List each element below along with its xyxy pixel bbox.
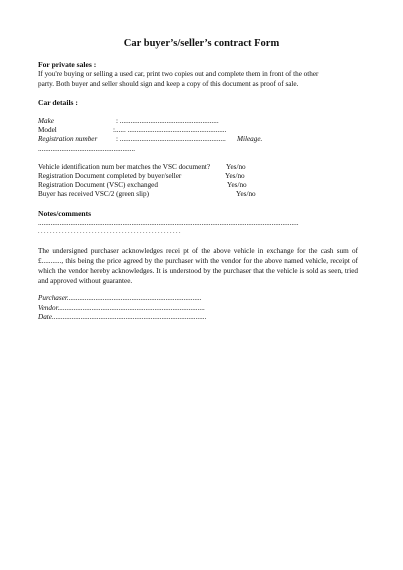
notes-line-2[interactable]: . . . . . . . . . . . . . . . . . . . . . . . . . . . . . . . . . . . . . . . . . . . . . . . . <box>38 229 181 235</box>
acknowledgement-paragraph: The undersigned purchaser acknowledges recei pt of the above vehicle in exchange for the cash sum of £..........., this being the price agreed by the purchaser with the vendor for the above named vehicle, receipt of which the vendor hereby acknowledges. It is understood by the purchaser that the vehicle is sold as seen, tried and approved without guarantee. <box>38 247 358 285</box>
model-field[interactable]: :...... ....................................................... <box>113 126 227 134</box>
check-green-slip-answer[interactable]: Yes/no <box>236 190 256 198</box>
registration-field[interactable]: : ........................................................... <box>116 135 226 143</box>
check-green-slip-label: Buyer has received VSC/2 (green slip) <box>38 190 150 198</box>
vendor-signature-line[interactable]: Vendor.................................................................................. <box>38 304 205 312</box>
mileage-label: Mileage. <box>237 135 263 143</box>
mileage-field[interactable]: ...................................................... <box>38 145 136 153</box>
notes-heading: Notes/comments <box>38 209 92 218</box>
check-reg-exchanged-label: Registration Document (VSC) exchanged <box>38 181 158 189</box>
make-field[interactable]: : ....................................................... <box>116 117 219 125</box>
registration-label: Registration number <box>38 135 98 143</box>
purchaser-signature-line[interactable]: Purchaser........................................................................... <box>38 294 202 302</box>
private-sales-line-1: If you're buying or selling a used car, print two copies out and complete them in front of the other <box>38 70 319 78</box>
private-sales-heading: For private sales : <box>38 60 97 69</box>
check-vin-label: Vehicle identification num ber matches the VSC document? <box>38 163 211 171</box>
model-label: Model <box>38 126 57 134</box>
car-details-heading: Car details : <box>38 98 78 107</box>
make-label: Make <box>38 117 54 125</box>
check-reg-exchanged-answer[interactable]: Yes/no <box>227 181 247 189</box>
notes-line-1[interactable]: ................................................................................................................................................. <box>38 219 299 227</box>
page-title: Car buyer’s/seller’s contract Form <box>123 38 280 49</box>
check-reg-completed-label: Registration Document completed by buyer/seller <box>38 172 182 180</box>
date-line[interactable]: Date...................................................................................... <box>38 313 207 321</box>
private-sales-line-2: party. Both buyer and seller should sign and keep a copy of this document as proof of sale. <box>38 80 299 88</box>
check-vin-answer[interactable]: Yes/no <box>226 163 246 171</box>
check-reg-completed-answer[interactable]: Yes/no <box>225 172 245 180</box>
